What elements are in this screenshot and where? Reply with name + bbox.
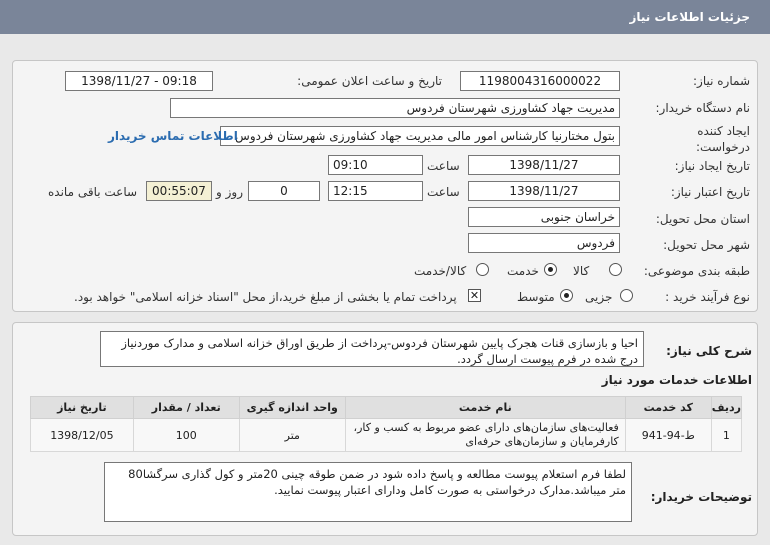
treasury-payment-note: پرداخت تمام یا بخشی از مبلغ خرید،از محل "اسناد خزانه اسلامی" خواهد بود.	[74, 290, 457, 304]
validity-date-label: تاریخ اعتبار نیاز:	[670, 185, 750, 199]
create-date-label: تاریخ ایجاد نیاز:	[674, 159, 750, 173]
process-label: نوع فرآیند خرید :	[665, 290, 750, 304]
province-field: خراسان جنوبی	[468, 207, 620, 227]
buyer-notes-field: لطفا فرم استعلام پیوست مطالعه و پاسخ داده شود در ضمن طوقه چینی 20متر و کول گذاری سرگشا80 متر میباشد.مدارک درخواستی به صورت کامل ودارای اعتبار پیوست نمایید.	[104, 462, 632, 522]
col-row-header: ردیف	[711, 397, 741, 419]
time-remaining-label: ساعت باقی مانده	[48, 185, 138, 199]
col-need-date-header: تاریخ نیاز	[31, 397, 134, 419]
col-quantity-header: تعداد / مقدار	[133, 397, 239, 419]
buyer-org-field: مدیریت جهاد کشاورزی شهرستان فردوس	[170, 98, 620, 118]
services-table	[30, 396, 742, 452]
services-section-title: اطلاعات خدمات مورد نیاز	[601, 373, 752, 387]
validity-time-field: 12:15	[328, 181, 423, 201]
cell-need-date: 1398/12/05	[31, 419, 134, 452]
cell-row-number: 1	[711, 419, 741, 452]
validity-date-field: 1398/11/27	[468, 181, 620, 201]
buyer-org-label: نام دستگاه خریدار:	[655, 101, 750, 115]
creator-label-line1: ایجاد کننده	[697, 124, 750, 138]
category-radio-service[interactable]	[544, 263, 557, 276]
col-unit-header: واحد اندازه گیری	[239, 397, 345, 419]
need-number-field: 1198004316000022	[460, 71, 620, 91]
cell-service-code: ط-94-941	[625, 419, 711, 452]
page-title: جزئیات اطلاعات نیاز	[629, 10, 750, 24]
category-label: طبقه بندی موضوعی:	[643, 264, 750, 278]
category-radio-goods-service[interactable]	[476, 263, 489, 276]
cell-service-name: فعالیت‌های سازمان‌های دارای عضو مربوط به کسب و کار، کارفرمایان و سازمان‌های حرفه‌ای	[345, 419, 625, 452]
announce-field: 1398/11/27 - 09:18	[65, 71, 213, 91]
process-radio-minor[interactable]	[620, 289, 633, 302]
create-time-field: 09:10	[328, 155, 423, 175]
validity-time-label: ساعت	[427, 185, 460, 199]
table-row	[31, 419, 742, 452]
cell-unit: متر	[239, 419, 345, 452]
cell-quantity: 100	[133, 419, 239, 452]
city-label: شهر محل تحویل:	[663, 238, 750, 252]
col-service-code-header: کد خدمت	[625, 397, 711, 419]
page-header	[0, 0, 770, 34]
time-remaining-field: 00:55:07	[146, 181, 212, 201]
need-number-label: شماره نیاز:	[693, 74, 750, 88]
creator-label-line2: درخواست:	[696, 140, 750, 154]
announce-label: تاریخ و ساعت اعلان عمومی:	[297, 74, 442, 88]
category-radio-goods[interactable]	[609, 263, 622, 276]
category-option-goods-service: کالا/خدمت	[414, 264, 467, 278]
create-time-label: ساعت	[427, 159, 460, 173]
city-field: فردوس	[468, 233, 620, 253]
buyer-contact-link[interactable]: اطلاعات تماس خریدار	[108, 129, 238, 143]
description-field: احیا و بازسازی قنات هجرک پایین شهرستان فردوس-پرداخت از طریق اوراق خزانه اسلامی و مدارک موردنیاز درج شده در فرم پیوست ارسال گردد.	[100, 331, 644, 367]
services-table-header	[31, 397, 742, 419]
treasury-payment-checkbox[interactable]: ✕	[469, 289, 480, 302]
col-service-name-header: نام خدمت	[345, 397, 625, 419]
buyer-notes-label: توضیحات خریدار:	[650, 490, 752, 504]
process-option-medium: متوسط	[517, 290, 555, 304]
province-label: استان محل تحویل:	[655, 212, 750, 226]
category-option-service: خدمت	[507, 264, 539, 278]
category-option-goods: کالا	[573, 264, 590, 278]
process-radio-medium[interactable]	[560, 289, 573, 302]
days-remaining-field: 0	[248, 181, 320, 201]
process-option-minor: جزیی	[585, 290, 613, 304]
days-label: روز و	[216, 185, 243, 199]
create-date-field: 1398/11/27	[468, 155, 620, 175]
creator-field: بتول مختارنیا کارشناس امور مالی مدیریت جهاد کشاورزی شهرستان فردوس	[220, 126, 620, 146]
description-label: شرح کلی نیاز:	[666, 344, 752, 358]
